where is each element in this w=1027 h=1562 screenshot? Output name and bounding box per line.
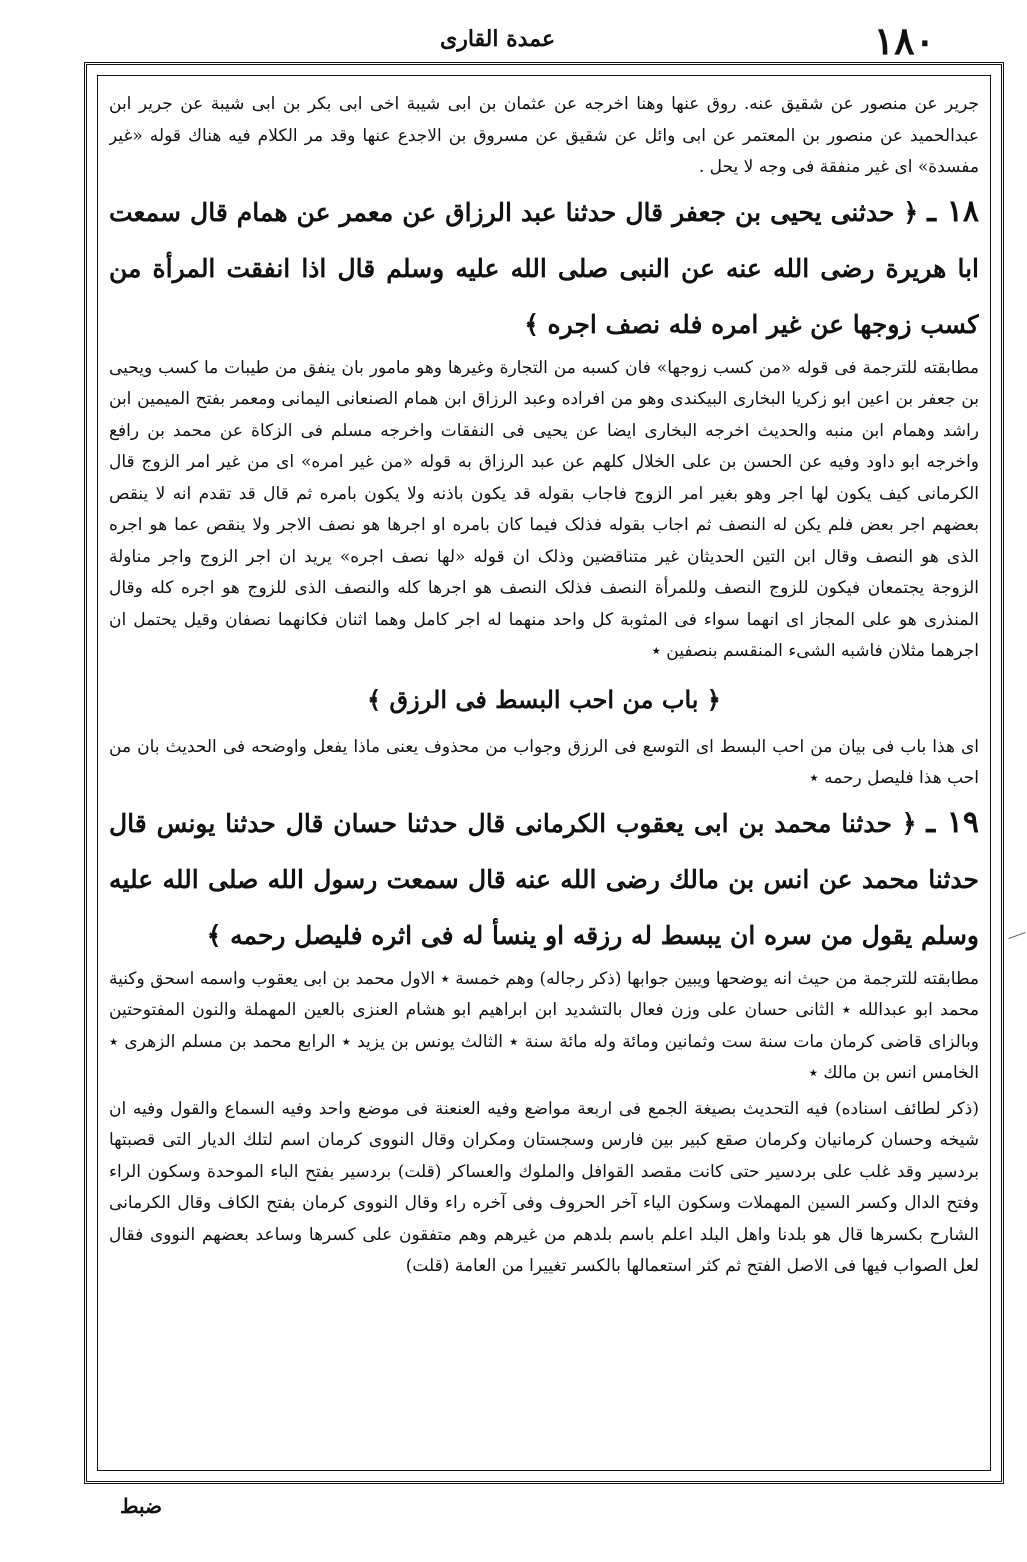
chapter-title: باب من احب البسط فی الرزق <box>389 684 699 714</box>
catchword: ضبط <box>120 1494 163 1518</box>
hadith-number: ١٨ ـ <box>927 193 979 229</box>
commentary-paragraph: (ذکر لطائف اسناده) فیه التحدیث بصیغة الجمع فی اربعة مواضع وفیه العنعنة فی موضع واحد وفیه السماع والقول وفیه ان شیخه وحسان کرمانیان وکرمان صقع کبیر بین فارس وسجستان ومکران وقال النووی کرمان اسم لتلك الدیار التی قصبتها بردسیر وقد غلب علی بردسیر حتی کانت مقصد القوافل والملوك والعساکر (قلت) بردسیر بفتح الباء الموحدة وسکون الراء وفتح الدال وکسر السین المهملات وسکون الیاء آخر الحروف وفی آخره راء وقال النووی کرمان بفتح الکاف وقال الکرمانی الشارح بکسرها قال هو بلدنا واهل البلد اعلم باسم بلدهم من غیرهم وهم متفقون علی کسرها وساعد بعضهم النووی فقال لعل الصواب فیها فی الاصل الفتح ثم کثر استعمالها بالکسر تغییرا من العامة (قلت) <box>109 1098 979 1276</box>
commentary-paragraph: ای هذا باب فی بیان من احب البسط ای التوسع فی الرزق وجواب من محذوف یعنی ماذا یفعل واوضحه فی الحدیث بان من احب هذا فلیصل رحمه ٭ <box>109 736 979 788</box>
page-header <box>0 14 1027 64</box>
hadith-19: ١٩ ـ ﴿ حدثنا محمد بن ابی یعقوب الکرمانی قال حدثنا حسان قال حدثنا یونس قال حدثنا محمد عن انس بن مالك رضی الله عنه قال سمعت رسول الله صلی الله علیه وسلم یقول من سره ان یبسط له رزقه او ینسأ له فی اثره فلیصل رحمه ﴾ <box>109 804 979 950</box>
commentary-paragraph: مطابقته للترجمة فی قوله «من کسب زوجها» فان کسبه من التجارة وغیرها وهو مامور بان ینفق من طیبات ما کسب ویحیی بن جعفر بن اعین ابو زکریا البخاری البیکندی وهو من افراده وعبد الرزاق ابن همام الصنعانی الیمانی ومعمر بفتح المیمین ابن راشد وهمام ابن منبه والحدیث اخرجه البخاری ایضا عن یحیی فی النفقات واخرجه مسلم فی الزکاة عن محمد بن رافع واخرجه ابو داود وفیه عن الحسن بن علی الخلال کلهم عن عبد الرزاق به قوله «من غیر امره» ای من غیر امر الزوج قال الکرمانی کیف یکون لها اجر وهو بغیر امر الزوج فاجاب بقوله قد یکون باذنه ولا یکون بامره ثم قال قد تقدم انه لا ینقص بعضهم اجر بعض فلم یکن له النصف ثم اجاب بقوله فذلک فیما کان بامره او اجرها هو نصف الاجر ولا ینقص عما هو اجره الذی هو النصف وقال ابن التین الحدیثان غیر متناقضین وذلک ان قوله «لها نصف اجره» یرید ان اجر الزوج واجر مناولة الزوجة یجتمعان فیکون للزوج النصف وللمرأة النصف فذلک النصف هو اجرها کله والنصف الذی للزوج هو اجره کله وقال المنذری هو علی المجاز ای انهما سواء فی المثوبة کل واحد منهما له اجر کامل وهما اثنان فکانهما نصفان وقیل یحتمل ان اجرهما مثلان فاشبه الشیء المنقسم بنصفین ٭ <box>109 357 979 661</box>
chapter-heading: ﴿ باب من احب البسط فی الرزق ﴾ <box>367 684 721 714</box>
margin-mark <box>1008 932 1025 939</box>
page-frame <box>84 62 1004 1484</box>
commentary-paragraph: مطابقته للترجمة من حیث انه یوضحها ویبین جوابها (ذکر رجاله) وهم خمسة ٭ الاول محمد بن ابی یعقوب واسمه اسحق وکنیة محمد ابو عبدالله ٭ الثانی حسان علی وزن فعال بالتشدید ابن ابراهیم ابو هشام العنزی بالعین المهملة والنون المفتوحتین وبالزای قاضی کرمان مات سنة ست وثمانین ومائة وله مائة سنة ٭ الثالث یونس بن یزید ٭ الرابع محمد بن مسلم الزهری ٭ الخامس انس بن مالك ٭ <box>109 968 979 1083</box>
commentary-paragraph: جریر عن منصور عن شقیق عنه. روق عنها وهنا اخرجه عن عثمان بن ابی شیبة اخی ابی بکر بن ابی شیبة عن جریر ابن عبدالحمید عن منصور بن المعتمر عن ابی وائل عن شقیق عن مسروق بن الاجدع عنها وقد مر الکلام فیه هناك قوله «غیر مفسدة» ای غیر منفقة فی وجه لا یحل . <box>109 94 979 177</box>
hadith-text: حدثنا محمد بن ابی یعقوب الکرمانی قال حدثنا حسان قال حدثنا یونس قال حدثنا محمد عن انس بن مالك رضی الله عنه قال سمعت رسول الله صلی الله علیه وسلم یقول من سره ان یبسط له رزقه او ینسأ له فی اثره فلیصل رحمه <box>109 808 979 950</box>
hadith-text: حدثنی یحیی بن جعفر قال حدثنا عبد الرزاق عن معمر عن همام قال سمعت ابا هریرة رضی الله عنه عن النبی صلی الله علیه وسلم قال اذا انفقت المرأة من کسب زوجها عن غیر امره فله نصف اجره <box>109 197 979 339</box>
page-number: ١٨٠ <box>873 18 935 63</box>
hadith-18: ١٨ ـ ﴿ حدثنی یحیی بن جعفر قال حدثنا عبد الرزاق عن معمر عن همام قال سمعت ابا هریرة رضی الله عنه عن النبی صلی الله علیه وسلم قال اذا انفقت المرأة من کسب زوجها عن غیر امره فله نصف اجره ﴾ <box>109 193 979 339</box>
running-title: عمدة القاری <box>440 26 556 52</box>
text-body <box>109 89 979 1467</box>
hadith-number: ١٩ ـ <box>926 804 979 840</box>
